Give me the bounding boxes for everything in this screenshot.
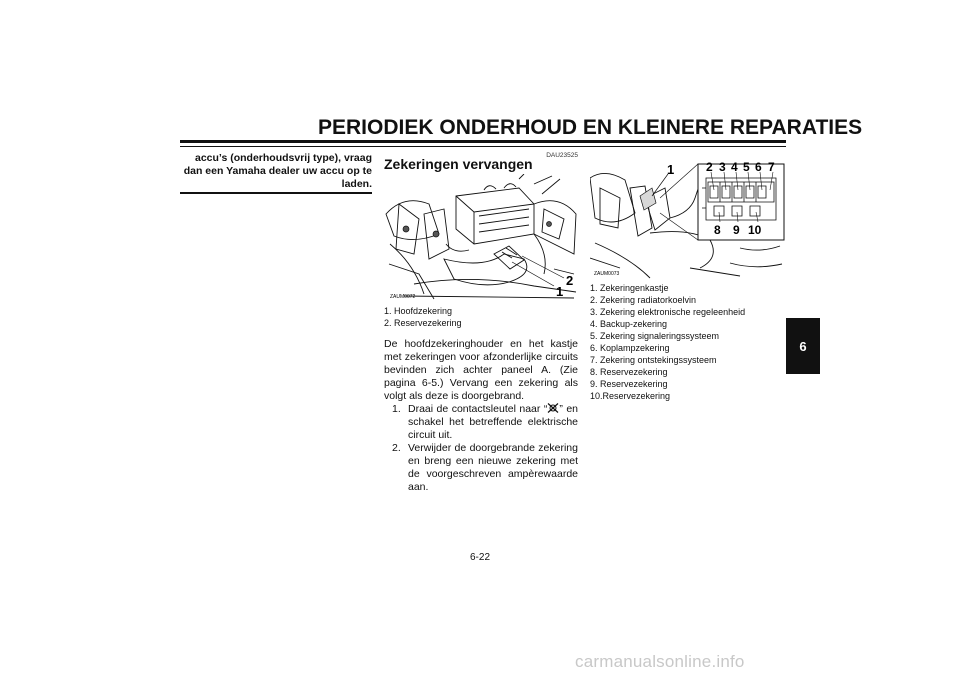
- callout-7: 7: [768, 160, 775, 174]
- step-text-start: Draai de contactsleutel naar “: [408, 403, 548, 415]
- step-2: [384, 442, 578, 494]
- header-rule-thin: [180, 146, 786, 147]
- fuse-box-illustration: [590, 158, 786, 280]
- callout-3: 3: [719, 160, 726, 174]
- key-off-icon: [547, 403, 559, 413]
- callout-8: 8: [714, 223, 721, 237]
- caption-item: 8. Reservezekering: [590, 367, 668, 377]
- callout-5: 5: [743, 160, 750, 174]
- figure-code: ZAUM0073: [594, 271, 620, 277]
- step-number: 2.: [392, 442, 401, 454]
- step-text-end: ” en schakel het betreffende elektrische circuit uit.: [408, 403, 579, 441]
- callout-9: 9: [733, 223, 740, 237]
- step-number: 1.: [392, 403, 401, 415]
- watermark: carmanualsonline.info: [575, 652, 745, 671]
- figure-code: ZAUM0072: [390, 294, 416, 300]
- caption-item: 1. Hoofdzekering: [384, 306, 453, 316]
- caption-item: 6. Koplampzekering: [590, 343, 670, 353]
- callout-2: 2: [566, 273, 574, 288]
- caption-item: 1. Zekeringenkastje: [590, 283, 669, 293]
- figure1-caption-list: [384, 305, 584, 329]
- caption-item: 10.Reservezekering: [590, 391, 671, 401]
- body-text: [384, 338, 578, 494]
- chapter-tab: 6: [786, 318, 820, 374]
- caption-item: 9. Reservezekering: [590, 379, 668, 389]
- callout-2: 2: [706, 160, 713, 174]
- callout-1: 1: [667, 162, 675, 177]
- header-rule: [180, 140, 786, 143]
- callout-6: 6: [755, 160, 762, 174]
- warning-continuation: accu’s (onderhoudsvrij type), vraag dan een Yamaha dealer uw accu op te laden.: [183, 152, 372, 190]
- section-title: Zekeringen vervangen: [384, 156, 533, 172]
- page-number: 6-22: [469, 552, 490, 563]
- page-header-title: PERIODIEK ONDERHOUD EN KLEINERE REPARATIES: [318, 116, 863, 139]
- callout-1: 1: [556, 284, 564, 299]
- step-text: Verwijder de doorgebrande zekering en breng een nieuwe zekering met de voorgeschreven ampèrewaarde aan.: [408, 442, 578, 493]
- caption-item: 7. Zekering ontstekingssysteem: [590, 355, 717, 365]
- caption-item: 3. Zekering elektronische regeleenheid: [590, 307, 746, 317]
- warning-rule: [180, 192, 372, 194]
- caption-item: 2. Zekering radiatorkoelvin: [590, 295, 697, 305]
- caption-item: 2. Reservezekering: [384, 318, 462, 328]
- callout-10: 10: [748, 223, 762, 237]
- caption-item: 4. Backup-zekering: [590, 319, 668, 329]
- callout-4: 4: [731, 160, 738, 174]
- section-code: DAU23525: [546, 152, 578, 159]
- main-fuse-illustration: [384, 174, 578, 302]
- intro-paragraph: De hoofdzekeringhouder en het kastje met zekeringen voor afzonderlijke circuits bevinden zich achter paneel A. (Zie pagina 6-5.) Vervang een zekering als volgt als deze is doorgebrand.: [384, 338, 578, 402]
- caption-item: 5. Zekering signaleringssysteem: [590, 331, 720, 341]
- step-1: [384, 403, 578, 442]
- figure2-caption-list: [590, 282, 790, 402]
